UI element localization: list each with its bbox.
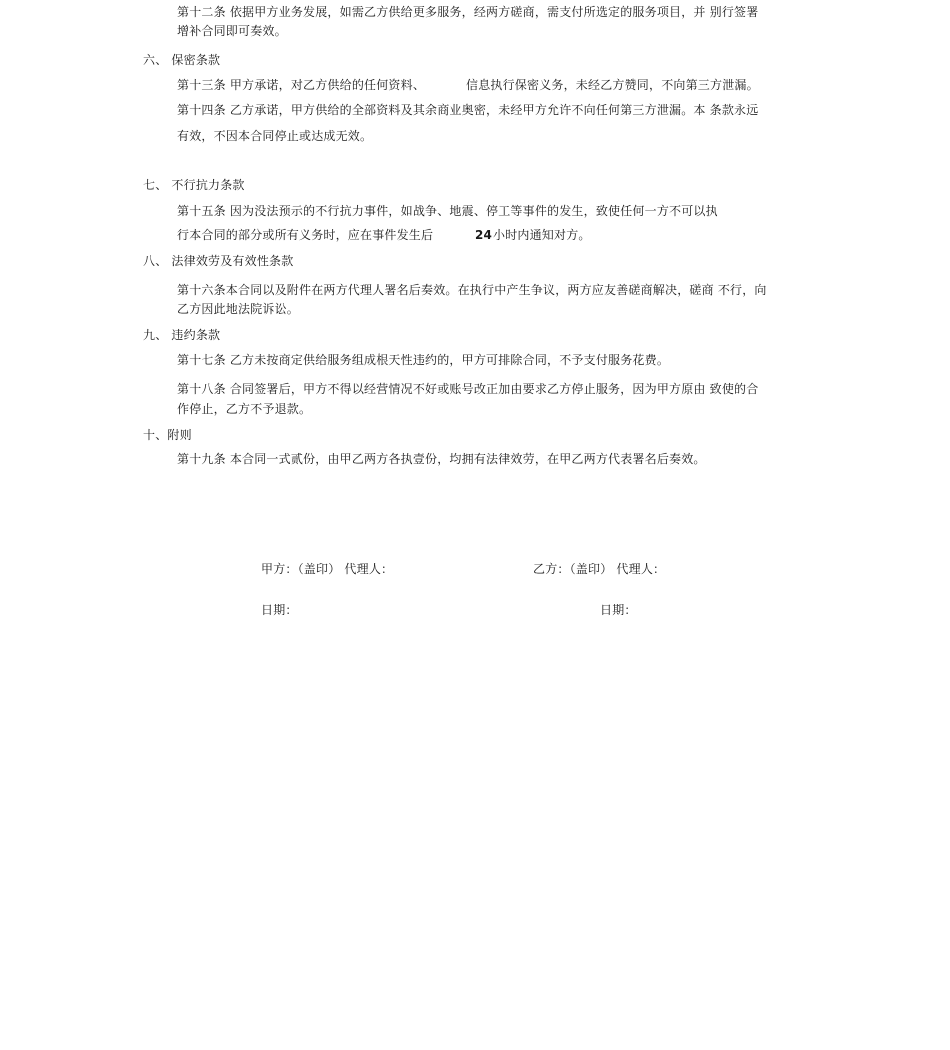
clause-15-line-2a: 行本合同的部分或所有义务时，应在事件发生后 xyxy=(177,228,434,242)
section-9-heading: 九、 违约条款 xyxy=(143,328,221,342)
clause-15-hours: 24 xyxy=(475,228,493,242)
clause-13-part-1: 第十三条 甲方承诺，对乙方供给的任何资料、 xyxy=(177,78,426,92)
clause-13-part-2: 信息执行保密义务，未经乙方赞同，不向第三方泄漏。 xyxy=(466,78,759,92)
clause-14-line-2: 有效，不因本合同停止或达成无效。 xyxy=(177,129,373,143)
section-6-heading: 六、 保密条款 xyxy=(143,53,221,67)
clause-16-line-1: 第十六条本合同以及附件在两方代理人署名后奏效。在执行中产生争议，两方应友善磋商解决，磋商 不行，向 xyxy=(177,283,767,297)
clause-12-line-2: 增补合同即可奏效。 xyxy=(177,24,287,38)
clause-15-line-1: 第十五条 因为没法预示的不行抗力事件，如战争、地震、停工等事件的发生，致使任何一方不可以执 xyxy=(177,204,718,218)
section-8-heading: 八、 法律效劳及有效性条款 xyxy=(143,254,294,268)
party-b-date: 日期： xyxy=(600,603,637,617)
clause-14-line-1: 第十四条 乙方承诺，甲方供给的全部资料及其余商业奥密，未经甲方允许不向任何第三方泄漏。本 条款永远 xyxy=(177,103,759,117)
clause-15-line-2b: 小时内通知对方。 xyxy=(493,228,591,242)
section-7-heading: 七、 不行抗力条款 xyxy=(143,178,245,192)
party-a-signature: 甲方：（盖印） 代理人： xyxy=(261,562,394,576)
party-b-signature: 乙方：（盖印） 代理人： xyxy=(533,562,666,576)
clause-18-line-1: 第十八条 合同签署后，甲方不得以经营情况不好或账号改正加由要求乙方停止服务，因为甲方原由 致使的合 xyxy=(177,382,759,396)
clause-19: 第十九条 本合同一式贰份，由甲乙两方各执壹份，均拥有法律效劳，在甲乙两方代表署名后奏效。 xyxy=(177,452,706,466)
clause-17: 第十七条 乙方未按商定供给服务组成根天性违约的，甲方可排除合同，不予支付服务花费。 xyxy=(177,353,670,367)
section-10-heading: 十、附则 xyxy=(143,428,192,442)
party-a-date: 日期： xyxy=(261,603,298,617)
clause-16-line-2: 乙方因此地法院诉讼。 xyxy=(177,302,300,316)
clause-18-line-2: 作停止，乙方不予退款。 xyxy=(177,402,312,416)
clause-12-line-1: 第十二条 依据甲方业务发展，如需乙方供给更多服务，经两方磋商，需支付所选定的服务项目，并 别行签署 xyxy=(177,5,759,19)
